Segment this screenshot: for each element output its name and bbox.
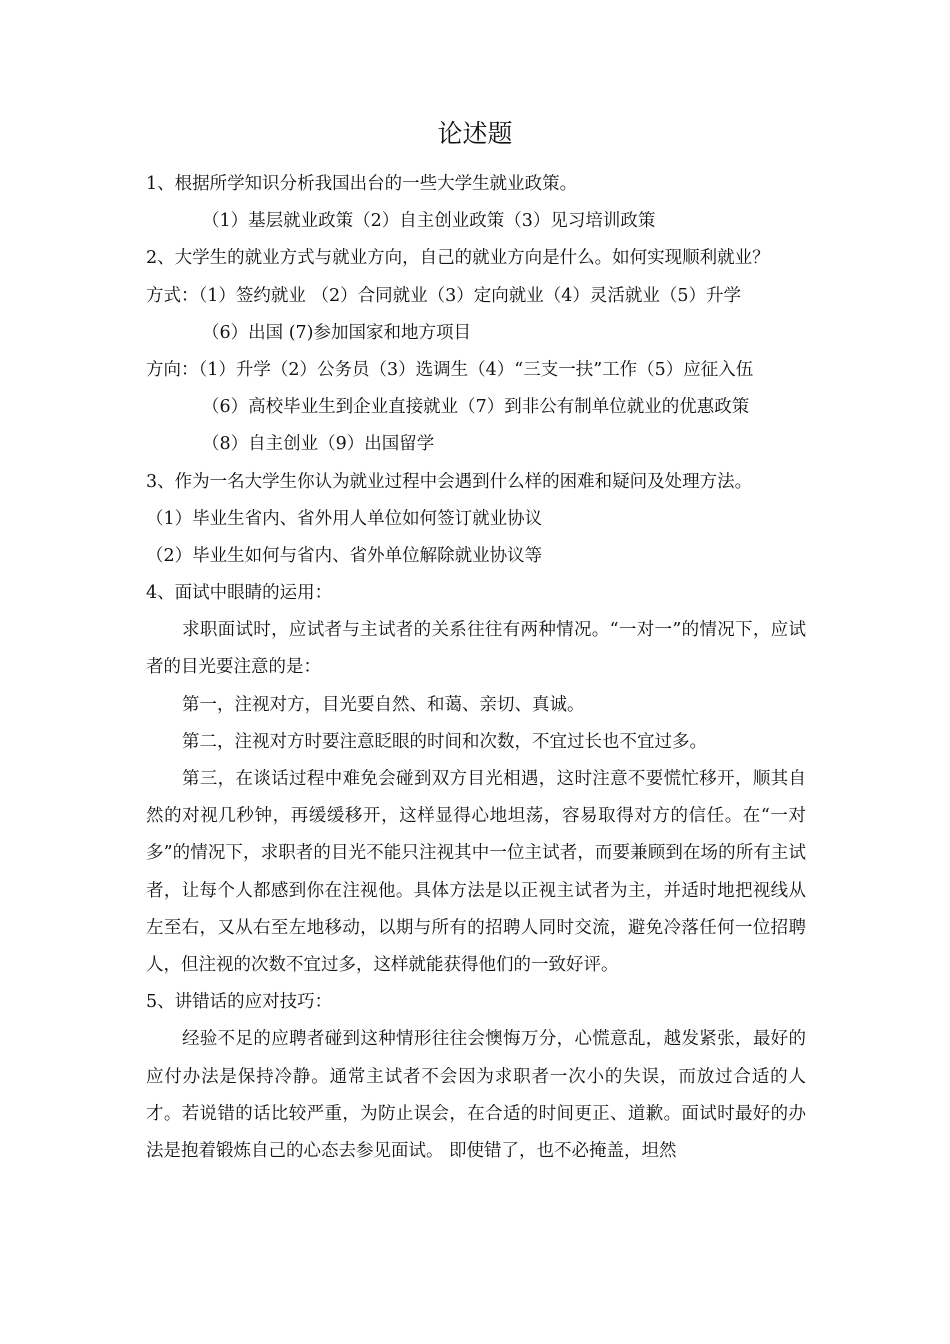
answer-3-item-2: （2）毕业生如何与省内、省外单位解除就业协议等: [146, 545, 543, 566]
q5-paragraph-1: 经验不足的应聘者碰到这种情形往往会懊悔万分，心慌意乱，越发紧张，最好的应付办法是保持冷静。通常主试者不会因为求职者一次小的失误，而放过合适的人才。若说错的话比较严重，为防止误会，在合适的时间更正、道歉。面试时最好的办法是抱着锻炼自己的心态去参见面试。 即使错了，也不必掩盖，坦然: [146, 1029, 806, 1162]
q4-paragraph-2: 第一，注视对方，目光要自然、和蔼、亲切、真诚。: [182, 694, 585, 715]
ways-line-2: （6）出国 (7)参加国家和地方项目: [202, 322, 471, 343]
question-3: 3、作为一名大学生你认为就业过程中会遇到什么样的困难和疑问及处理方法。: [146, 471, 753, 492]
answer-3-item-1: （1）毕业生省内、省外用人单位如何签订就业协议: [146, 508, 543, 529]
question-4: 4、面试中眼睛的运用：: [146, 583, 333, 604]
answer-1: （1）基层就业政策（2）自主创业政策（3）见习培训政策: [202, 211, 656, 232]
q4-paragraph-1: 求职面试时，应试者与主试者的关系往往有两种情况。“一对一”的情况下，应试者的目光要注意的是：: [146, 620, 806, 678]
direction-line-3: （8）自主创业（9）出国留学: [202, 434, 435, 455]
question-2: 2、大学生的就业方式与就业方向，自己的就业方向是什么。如何实现顺利就业？: [146, 248, 770, 269]
question-5: 5、讲错话的应对技巧：: [146, 992, 333, 1013]
ways-line-1: 方式：（1）签约就业 （2）合同就业（3）定向就业（4）灵活就业（5）升学: [146, 285, 741, 306]
document-body: [146, 166, 806, 1170]
direction-line-1: 方向：（1）升学（2）公务员（3）选调生（4）“三支一扶”工作（5）应征入伍: [146, 359, 754, 380]
q4-paragraph-4: 第三，在谈话过程中难免会碰到双方目光相遇，这时注意不要慌忙移开，顺其自然的对视几秒钟，再缓缓移开，这样显得心地坦荡，容易取得对方的信任。在“一对多”的情况下，求职者的目光不能只注视其中一位主试者，而要兼顾到在场的所有主试者，让每个人都感到你在注视他。具体方法是以正视主试者为主，并适时地把视线从左至右，又从右至左地移动，以期与所有的招聘人同时交流，避免冷落任何一位招聘人，但注视的次数不宜过多，这样就能获得他们的一致好评。: [146, 769, 806, 976]
q4-paragraph-3: 第二，注视对方时要注意眨眼的时间和次数，不宜过长也不宜过多。: [182, 731, 707, 752]
direction-line-2: （6）高校毕业生到企业直接就业（7）到非公有制单位就业的优惠政策: [202, 397, 750, 418]
question-1: 1、根据所学知识分析我国出台的一些大学生就业政策。: [146, 174, 578, 194]
page-title: 论述题: [437, 119, 513, 148]
